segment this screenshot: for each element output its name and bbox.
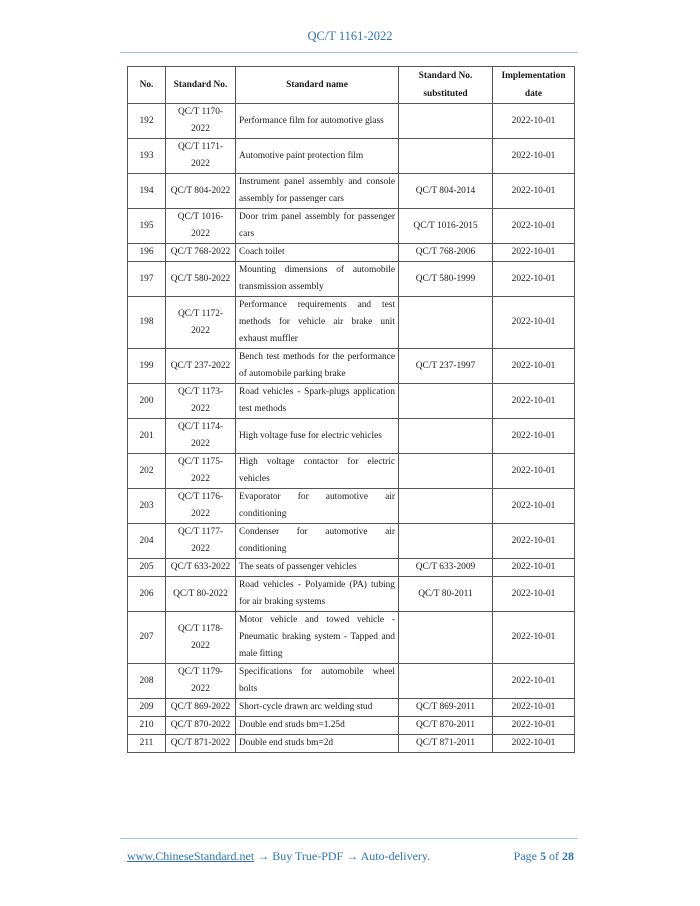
auto-delivery-text: Auto-delivery. <box>360 849 431 863</box>
substituted-standard: QC/T 804-2014 <box>399 174 493 209</box>
implementation-date: 2022-10-01 <box>493 454 575 489</box>
table-header-row <box>128 67 575 104</box>
implementation-date: 2022-10-01 <box>493 717 575 735</box>
row-number: 203 <box>128 489 166 524</box>
standard-name: Specifications for automobile wheel bolts <box>236 664 399 699</box>
implementation-date: 2022-10-01 <box>493 262 575 297</box>
standard-name: Bench test methods for the performance of automobile parking brake <box>236 349 399 384</box>
page-total: 28 <box>562 849 574 863</box>
implementation-date: 2022-10-01 <box>493 244 575 262</box>
standards-table <box>127 66 575 753</box>
standard-name: Double end studs bm=1.25d <box>236 717 399 735</box>
row-number: 210 <box>128 717 166 735</box>
implementation-date: 2022-10-01 <box>493 612 575 664</box>
substituted-standard: QC/T 237-1997 <box>399 349 493 384</box>
implementation-date: 2022-10-01 <box>493 699 575 717</box>
implementation-date: 2022-10-01 <box>493 384 575 419</box>
standard-name: The seats of passenger vehicles <box>236 559 399 577</box>
table-row <box>128 209 575 244</box>
row-number: 200 <box>128 384 166 419</box>
implementation-date: 2022-10-01 <box>493 735 575 753</box>
standard-number: QC/T 633-2022 <box>166 559 236 577</box>
table-row <box>128 699 575 717</box>
header-divider <box>120 52 578 53</box>
substituted-standard <box>399 104 493 139</box>
table-row <box>128 384 575 419</box>
standard-name: Instrument panel assembly and console assembly for passenger cars <box>236 174 399 209</box>
row-number: 198 <box>128 297 166 349</box>
substituted-standard: QC/T 580-1999 <box>399 262 493 297</box>
table-row <box>128 524 575 559</box>
standard-name: Mounting dimensions of automobile transmission assembly <box>236 262 399 297</box>
substituted-standard: QC/T 871-2011 <box>399 735 493 753</box>
row-number: 192 <box>128 104 166 139</box>
standard-number: QC/T 1171-2022 <box>166 139 236 174</box>
implementation-date: 2022-10-01 <box>493 524 575 559</box>
table-row <box>128 735 575 753</box>
row-number: 208 <box>128 664 166 699</box>
standard-number: QC/T 870-2022 <box>166 717 236 735</box>
standard-number: QC/T 871-2022 <box>166 735 236 753</box>
table-row <box>128 454 575 489</box>
standard-name: High voltage contactor for electric vehicles <box>236 454 399 489</box>
substituted-standard: QC/T 80-2011 <box>399 577 493 612</box>
row-number: 207 <box>128 612 166 664</box>
table-row <box>128 139 575 174</box>
website-link[interactable]: www.ChineseStandard.net <box>127 849 255 863</box>
substituted-standard <box>399 454 493 489</box>
standard-name: Condenser for automotive air conditioning <box>236 524 399 559</box>
standard-name: Coach toilet <box>236 244 399 262</box>
row-number: 197 <box>128 262 166 297</box>
standard-number: QC/T 1176-2022 <box>166 489 236 524</box>
substituted-standard <box>399 139 493 174</box>
table-row <box>128 419 575 454</box>
column-header-standard-name: Standard name <box>236 67 399 104</box>
standard-name: Performance requirements and test methods for vehicle air brake unit exhaust muffler <box>236 297 399 349</box>
table-row <box>128 174 575 209</box>
buy-true-pdf-text: Buy True-PDF <box>272 849 344 863</box>
standard-name: Road vehicles - Polyamide (PA) tubing for air braking systems <box>236 577 399 612</box>
standard-name: High voltage fuse for electric vehicles <box>236 419 399 454</box>
standard-name: Motor vehicle and towed vehicle - Pneumatic braking system - Tapped and male fitting <box>236 612 399 664</box>
standard-number: QC/T 869-2022 <box>166 699 236 717</box>
standard-number: QC/T 1173-2022 <box>166 384 236 419</box>
row-number: 206 <box>128 577 166 612</box>
substituted-standard: QC/T 1016-2015 <box>399 209 493 244</box>
table-row <box>128 104 575 139</box>
substituted-standard <box>399 419 493 454</box>
row-number: 204 <box>128 524 166 559</box>
standard-name: Short-cycle drawn arc welding stud <box>236 699 399 717</box>
substituted-standard <box>399 297 493 349</box>
implementation-date: 2022-10-01 <box>493 297 575 349</box>
implementation-date: 2022-10-01 <box>493 104 575 139</box>
row-number: 209 <box>128 699 166 717</box>
table-row <box>128 717 575 735</box>
row-number: 193 <box>128 139 166 174</box>
table-row <box>128 577 575 612</box>
standard-name: Door trim panel assembly for passenger cars <box>236 209 399 244</box>
standard-number: QC/T 1016-2022 <box>166 209 236 244</box>
row-number: 211 <box>128 735 166 753</box>
implementation-date: 2022-10-01 <box>493 489 575 524</box>
standard-name: Evaporator for automotive air conditioning <box>236 489 399 524</box>
row-number: 195 <box>128 209 166 244</box>
row-number: 199 <box>128 349 166 384</box>
table-row <box>128 489 575 524</box>
substituted-standard <box>399 524 493 559</box>
implementation-date: 2022-10-01 <box>493 174 575 209</box>
implementation-date: 2022-10-01 <box>493 577 575 612</box>
implementation-date: 2022-10-01 <box>493 139 575 174</box>
substituted-standard <box>399 489 493 524</box>
table-row <box>128 664 575 699</box>
table-row <box>128 297 575 349</box>
standard-name: Road vehicles - Spark-plugs application test methods <box>236 384 399 419</box>
standard-name: Double end studs bm=2d <box>236 735 399 753</box>
substituted-standard <box>399 612 493 664</box>
page-header-title: QC/T 1161-2022 <box>307 29 393 43</box>
row-number: 202 <box>128 454 166 489</box>
column-header-no: No. <box>128 67 166 104</box>
standard-number: QC/T 1177-2022 <box>166 524 236 559</box>
standard-number: QC/T 237-2022 <box>166 349 236 384</box>
arrow-icon: → <box>346 849 359 863</box>
standard-number: QC/T 580-2022 <box>166 262 236 297</box>
standard-name: Performance film for automotive glass <box>236 104 399 139</box>
implementation-date: 2022-10-01 <box>493 349 575 384</box>
row-number: 194 <box>128 174 166 209</box>
standard-number: QC/T 80-2022 <box>166 577 236 612</box>
page-label: Page <box>513 849 537 863</box>
substituted-standard: QC/T 633-2009 <box>399 559 493 577</box>
table-row <box>128 244 575 262</box>
standard-number: QC/T 1174-2022 <box>166 419 236 454</box>
page-of-label: of <box>549 849 559 863</box>
arrow-icon: → <box>257 849 270 863</box>
table-row <box>128 349 575 384</box>
row-number: 205 <box>128 559 166 577</box>
page-current: 5 <box>540 849 546 863</box>
column-header-standard-no: Standard No. <box>166 67 236 104</box>
table-row <box>128 559 575 577</box>
implementation-date: 2022-10-01 <box>493 559 575 577</box>
substituted-standard <box>399 384 493 419</box>
column-header-implementation-date: Implementation date <box>493 67 575 104</box>
row-number: 201 <box>128 419 166 454</box>
column-header-substituted: Standard No. substituted <box>399 67 493 104</box>
substituted-standard: QC/T 869-2011 <box>399 699 493 717</box>
standard-number: QC/T 768-2022 <box>166 244 236 262</box>
implementation-date: 2022-10-01 <box>493 209 575 244</box>
standard-number: QC/T 1170-2022 <box>166 104 236 139</box>
substituted-standard <box>399 664 493 699</box>
standard-number: QC/T 1175-2022 <box>166 454 236 489</box>
table-row <box>128 262 575 297</box>
footer-divider <box>120 838 578 839</box>
implementation-date: 2022-10-01 <box>493 419 575 454</box>
standard-number: QC/T 1172-2022 <box>166 297 236 349</box>
substituted-standard: QC/T 870-2011 <box>399 717 493 735</box>
standard-number: QC/T 804-2022 <box>166 174 236 209</box>
implementation-date: 2022-10-01 <box>493 664 575 699</box>
standard-number: QC/T 1179-2022 <box>166 664 236 699</box>
table-body <box>128 104 575 753</box>
standard-name: Automotive paint protection film <box>236 139 399 174</box>
standard-number: QC/T 1178-2022 <box>166 612 236 664</box>
substituted-standard: QC/T 768-2006 <box>399 244 493 262</box>
row-number: 196 <box>128 244 166 262</box>
table-row <box>128 612 575 664</box>
